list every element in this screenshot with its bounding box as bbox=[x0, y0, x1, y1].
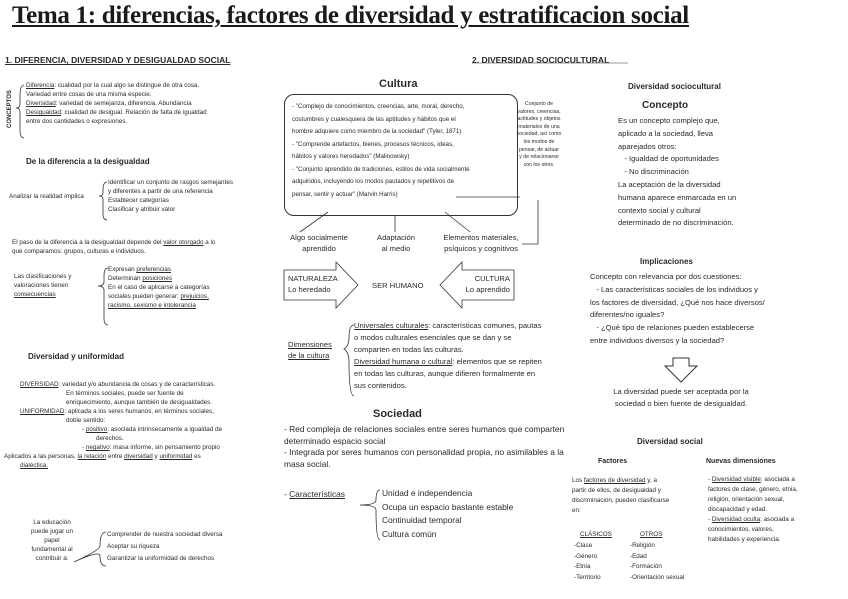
diversidad-sociocultural-title: Diversidad sociocultural bbox=[628, 82, 721, 91]
caracteristicas-list: Unidad e independencia Ocupa un espacio bastante estable Continuidad temporal Cultura común bbox=[382, 488, 514, 539]
implicaciones-title: Implicaciones bbox=[640, 257, 693, 266]
paso-text: El paso de la diferencia a la desigualdad depende del valor otorgado a lo que comparamos: grupos, culturas e individuos. bbox=[12, 239, 216, 255]
caracteristicas-label: - Características bbox=[284, 489, 345, 499]
analizar-label: Analizar la realidad implica bbox=[9, 193, 84, 200]
implicaciones-conclusion: La diversidad puede ser aceptada por la sociedad o bien fuente de desigualdad. bbox=[613, 387, 749, 408]
cultura-title: Cultura bbox=[379, 78, 418, 90]
conceptos-list: Diferencia: cualidad por la cual algo se distingue de otra cosa. Variedad entre cosas de una misma especie. Diversidad: variedad de semejanza, diferencia. Abundancia Desigualdad: cualidad de desigual. Relación de falta de igualdad entre dos cantidades o expresiones. bbox=[26, 82, 207, 125]
clasificaciones-list: Expresan preferencias Determinan posiciones En el caso de aplicarse a categorías sociales pueden generar: prejuicios, racismo, sexismo e intolerancia bbox=[108, 266, 210, 309]
triad-aprendido: Algo socialmente aprendido bbox=[290, 233, 348, 253]
concepto-text: Es un concepto complejo que, aplicado a la sociedad, lleva aparejados otros: - Igualdad de oportunidades - No discriminación La aceptación de la diversidad humana aparece enmarcada en un contexto social y cultural determinado de no discriminación. bbox=[618, 116, 737, 228]
cultura-definitions: - "Complejo de conocimientos, creencias, arte, moral, derecho, costumbres y cualesquiera de las aptitudes y hábitos que el hombre adquiere como miembro de la sociedad" (Tyler, 1871) - "Comprende artefactos, bienes, procesos técnicos, ideas, hábitos y valores heredados" (Malinowsky) - "Conjunto aprendido de tradiciones, estilos de vida socialmente adquiridos, incluyendo los modos pautados y repetitivos de pensar, sentir y actuar" (Marvin Harris) bbox=[292, 103, 470, 198]
nuevas-dimensiones-title: Nuevas dimensiones bbox=[706, 458, 776, 465]
page-title: Tema 1: diferencias, factores de diversidad y estratificacion social bbox=[12, 2, 689, 29]
clasificaciones-label: Las clasificaciones y valoraciones tienen consecuencias bbox=[14, 273, 72, 298]
educacion-list: Comprender de nuestra sociedad diversa Aceptar su riqueza Garantizar la uniformidad de derechos bbox=[107, 531, 223, 562]
educacion-label: La educación puede jugar un papel fundamental al contribuir a: bbox=[30, 519, 73, 562]
diferencia-heading: De la diferencia a la desigualdad bbox=[26, 157, 150, 166]
otros-list: -Religión -Edad -Formación -Orientación sexual bbox=[630, 542, 685, 581]
naturaleza-arrow-label: NATURALEZA Lo heredado bbox=[288, 274, 338, 294]
diversidad-social-title: Diversidad social bbox=[637, 437, 703, 446]
cultura-side-note: Conjunto de valores, creencias, actitudes y objetos materiales de una sociedad, así como los modos de pensar, de actuar y de relacionarse con los otros. bbox=[516, 101, 562, 168]
triad-adaptacion: Adaptación al medio bbox=[377, 233, 415, 253]
factores-intro: Los factores de diversidad y, a partir de ellos, de desigualdad y discriminación, pueden clasificarse en: bbox=[572, 477, 670, 514]
analizar-list: Identificar un conjunto de rasgos semejantes y diferentes a partir de una referencia Establecer categorías Clasificar y atribuir valor bbox=[108, 179, 233, 213]
clasicos-title: CLÁSICOS bbox=[580, 531, 612, 538]
otros-title: OTROS bbox=[640, 531, 663, 538]
dimensiones-label: Dimensiones de la cultura bbox=[288, 340, 332, 360]
section-2-heading: 2. DIVERSIDAD SOCIOCULTURAL bbox=[472, 55, 610, 65]
section-1-heading: 1. DIFERENCIA, DIVERSIDAD Y DESIGUALDAD SOCIAL bbox=[5, 55, 231, 65]
triad-elementos: Elementos materiales, psíquicos y cognitivos bbox=[443, 233, 519, 253]
diversidad-uniformidad-heading: Diversidad y uniformidad bbox=[28, 352, 125, 361]
factores-title: Factores bbox=[598, 458, 628, 465]
sociedad-title: Sociedad bbox=[373, 408, 422, 420]
implicaciones-text: Concepto con relevancia por dos cuestiones: - Las características sociales de los individuos y los factores de diversidad, ¿Qué nos hace diversos/ diferentes/no iguales? - ¿Qué tipo de relaciones pueden establecerse entre individuos diversos y la sociedad? bbox=[590, 272, 765, 345]
ser-humano-label: SER HUMANO bbox=[372, 281, 424, 290]
diversidad-uniformidad-text: DIVERSIDAD: variedad y/o abundancia de cosas y de características. En términos sociales, puede ser fuente de enriquecimiento, aunque también de desigualdades. UNIFORMIDAD: aplicada a los seres humanos, en términos sociales, doble sentido: - positivo: asociada intrínsecamente a igualdad de derechos. - negativo: masa informe, sin pensamiento propio Aplicados a las personas, la relación entre diversidad y uniformidad es dialéctica. bbox=[4, 381, 223, 469]
dimensiones-list: Universales culturales: características comunes, pautas o modos culturales esenciales que se dan y se comparten en todas las culturas. Diversidad humana o cultural: elementos que se repiten en todas las culturas, aunque difieren formalmente en sus contenidos. bbox=[354, 321, 542, 390]
concepto-title: Concepto bbox=[642, 100, 689, 111]
nuevas-dimensiones-list: - Diversidad visible: asociada a factores de clase, género, etnia, religión, orientación sexual, discapacidad y edad. - Diversidad oculta: asociada a conocimientos, valores, habilidades y experiencia. bbox=[708, 476, 798, 543]
clasicos-list: -Clase -Género -Etnia -Territorio bbox=[574, 542, 601, 581]
cultura-arrow-label: CULTURA Lo aprendido bbox=[465, 274, 510, 294]
sociedad-text: - Red compleja de relaciones sociales entre seres humanos que comparten determinado espacio social - Integrada por seres humanos con personalidad propia, no asimilables a la masa social. bbox=[284, 424, 565, 469]
conceptos-label: CONCEPTOS bbox=[7, 90, 13, 128]
